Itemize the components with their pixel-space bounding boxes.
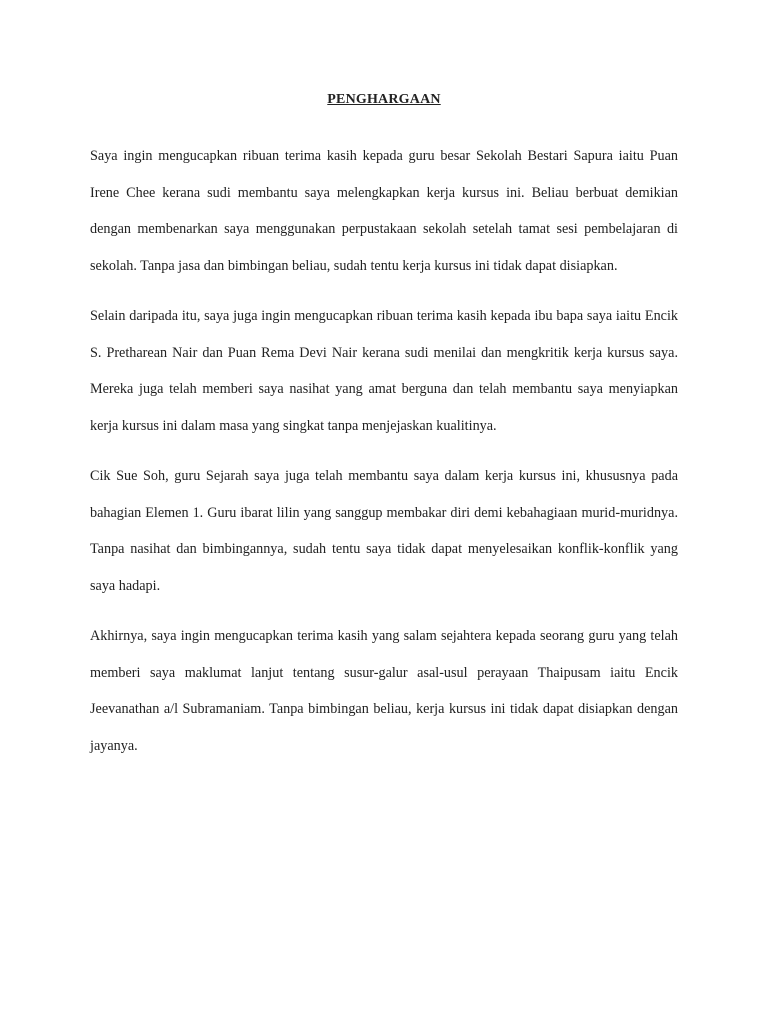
page-title: PENGHARGAAN: [327, 92, 441, 107]
paragraph-1: Saya ingin mengucapkan ribuan terima kasih kepada guru besar Sekolah Bestari Sapura iaitu Puan Irene Chee kerana sudi membantu saya melengkapkan kerja kursus ini. Beliau berbuat demikian dengan membenarkan saya menggunakan perpustakaan sekolah setelah tamat sesi pembelajaran di sekolah. Tanpa jasa dan bimbingan beliau, sudah tentu kerja kursus ini tidak dapat disiapkan.: [90, 148, 678, 274]
paragraph-3: Cik Sue Soh, guru Sejarah saya juga telah membantu saya dalam kerja kursus ini, khususnya pada bahagian Elemen 1. Guru ibarat lilin yang sanggup membakar diri demi kebahagiaan murid-muridnya. Tanpa nasihat dan bimbingannya, sudah tentu saya tidak dapat menyelesaikan konflik-konflik yang saya hadapi.: [90, 468, 678, 594]
document-body: [90, 138, 678, 764]
paragraph-4: Akhirnya, saya ingin mengucapkan terima kasih yang salam sejahtera kepada seorang guru yang telah memberi saya maklumat lanjut tentang susur-galur asal-usul perayaan Thaipusam iaitu Encik Jeevanathan a/l Subramaniam. Tanpa bimbingan beliau, kerja kursus ini tidak dapat disiapkan dengan jayanya.: [90, 628, 678, 754]
paragraph-2: Selain daripada itu, saya juga ingin mengucapkan ribuan terima kasih kepada ibu bapa saya iaitu Encik S. Pretharean Nair dan Puan Rema Devi Nair kerana sudi menilai dan mengkritik kerja kursus saya. Mereka juga telah memberi saya nasihat yang amat berguna dan telah membantu saya menyiapkan kerja kursus ini dalam masa yang singkat tanpa menjejaskan kualitinya.: [90, 308, 678, 434]
